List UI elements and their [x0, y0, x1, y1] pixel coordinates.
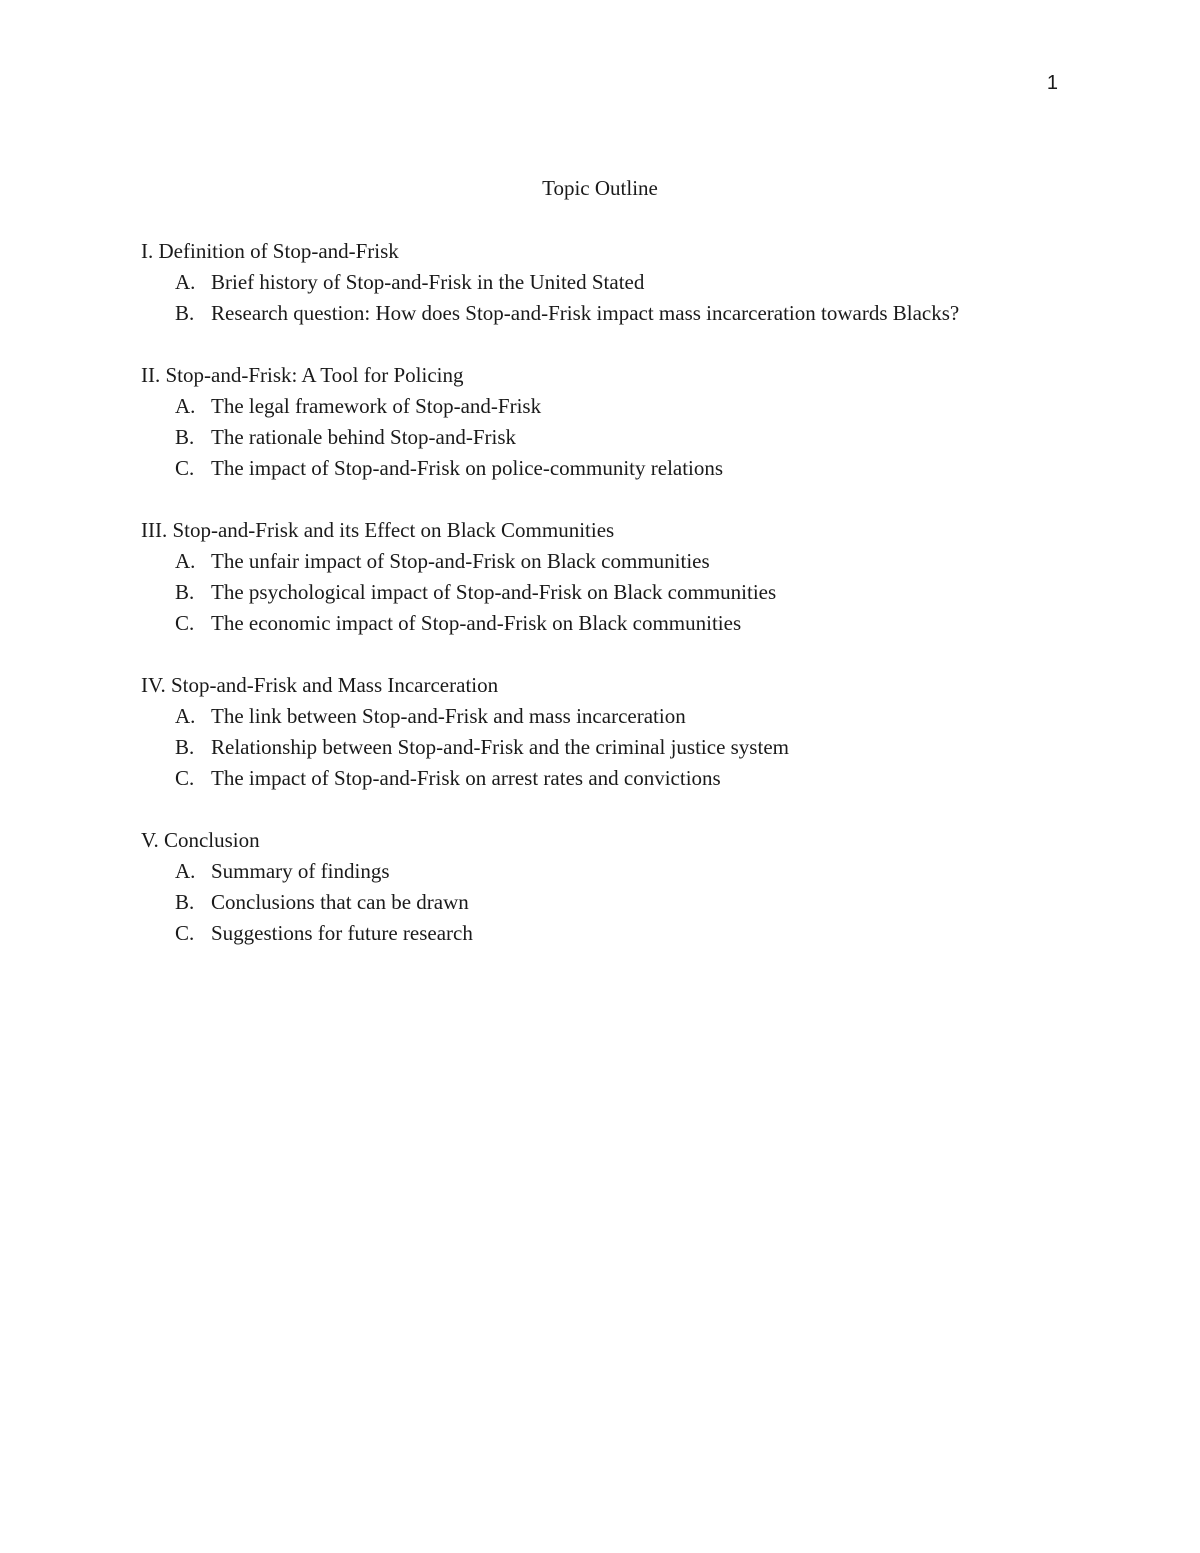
item-letter: B. — [175, 735, 195, 759]
item-letter: C. — [175, 456, 195, 480]
outline-section — [141, 360, 1101, 484]
list-item — [141, 608, 1101, 639]
section-heading-text: Stop-and-Frisk: A Tool for Policing — [165, 363, 464, 387]
sub-item-list — [141, 391, 1101, 484]
section-numeral: III. — [141, 518, 168, 542]
item-text: The unfair impact of Stop-and-Frisk on Black communities — [211, 549, 710, 573]
list-item — [141, 887, 1101, 918]
item-text: Suggestions for future research — [211, 921, 473, 945]
list-item — [141, 267, 1101, 298]
list-item — [141, 391, 1101, 422]
sub-item-list — [141, 701, 1101, 794]
item-text: The impact of Stop-and-Frisk on police-community relations — [211, 456, 724, 480]
item-letter: C. — [175, 766, 195, 790]
section-heading-text: Definition of Stop-and-Frisk — [158, 239, 399, 263]
section-heading — [141, 360, 1101, 391]
page-number: 1 — [1046, 72, 1058, 94]
page-title: Topic Outline — [542, 176, 658, 200]
item-letter: B. — [175, 580, 195, 604]
section-numeral: IV. — [141, 673, 166, 697]
list-item — [141, 298, 1101, 329]
item-text: The legal framework of Stop-and-Frisk — [211, 394, 542, 418]
item-text: The rationale behind Stop-and-Frisk — [211, 425, 517, 449]
list-item — [141, 546, 1101, 577]
list-item — [141, 577, 1101, 608]
list-item — [141, 763, 1101, 794]
section-numeral: I. — [141, 239, 154, 263]
section-heading — [141, 515, 1101, 546]
item-text: The economic impact of Stop-and-Frisk on Black communities — [211, 611, 742, 635]
item-letter: B. — [175, 890, 195, 914]
list-item — [141, 453, 1101, 484]
item-text: The impact of Stop-and-Frisk on arrest rates and convictions — [211, 766, 721, 790]
section-numeral: V. — [141, 828, 159, 852]
topic-outline — [141, 236, 1101, 980]
list-item — [141, 732, 1101, 763]
item-text: Relationship between Stop-and-Frisk and the criminal justice system — [211, 735, 789, 759]
item-text: Conclusions that can be drawn — [211, 890, 469, 914]
item-letter: C. — [175, 611, 195, 635]
item-text: The link between Stop-and-Frisk and mass incarceration — [211, 704, 686, 728]
section-numeral: II. — [141, 363, 161, 387]
sub-item-list — [141, 546, 1101, 639]
section-heading — [141, 236, 1101, 267]
section-heading — [141, 670, 1101, 701]
item-text: Research question: How does Stop-and-Frisk impact mass incarceration towards Blacks? — [211, 301, 960, 325]
item-text: The psychological impact of Stop-and-Frisk on Black communities — [211, 580, 777, 604]
item-letter: B. — [175, 301, 195, 325]
item-letter: B. — [175, 425, 195, 449]
outline-section — [141, 825, 1101, 949]
list-item — [141, 856, 1101, 887]
item-letter: A. — [175, 394, 196, 418]
section-heading-text: Stop-and-Frisk and its Effect on Black Communities — [172, 518, 615, 542]
list-item — [141, 918, 1101, 949]
outline-section — [141, 515, 1101, 639]
item-text: Summary of findings — [211, 859, 390, 883]
section-heading — [141, 825, 1101, 856]
item-letter: A. — [175, 859, 196, 883]
section-heading-text: Conclusion — [163, 828, 260, 852]
section-heading-text: Stop-and-Frisk and Mass Incarceration — [170, 673, 499, 697]
list-item — [141, 422, 1101, 453]
sub-item-list — [141, 267, 1101, 329]
outline-section — [141, 670, 1101, 794]
item-letter: A. — [175, 704, 196, 728]
list-item — [141, 701, 1101, 732]
item-text: Brief history of Stop-and-Frisk in the United Stated — [211, 270, 645, 294]
sub-item-list — [141, 856, 1101, 949]
item-letter: C. — [175, 921, 195, 945]
item-letter: A. — [175, 270, 196, 294]
item-letter: A. — [175, 549, 196, 573]
outline-section — [141, 236, 1101, 329]
